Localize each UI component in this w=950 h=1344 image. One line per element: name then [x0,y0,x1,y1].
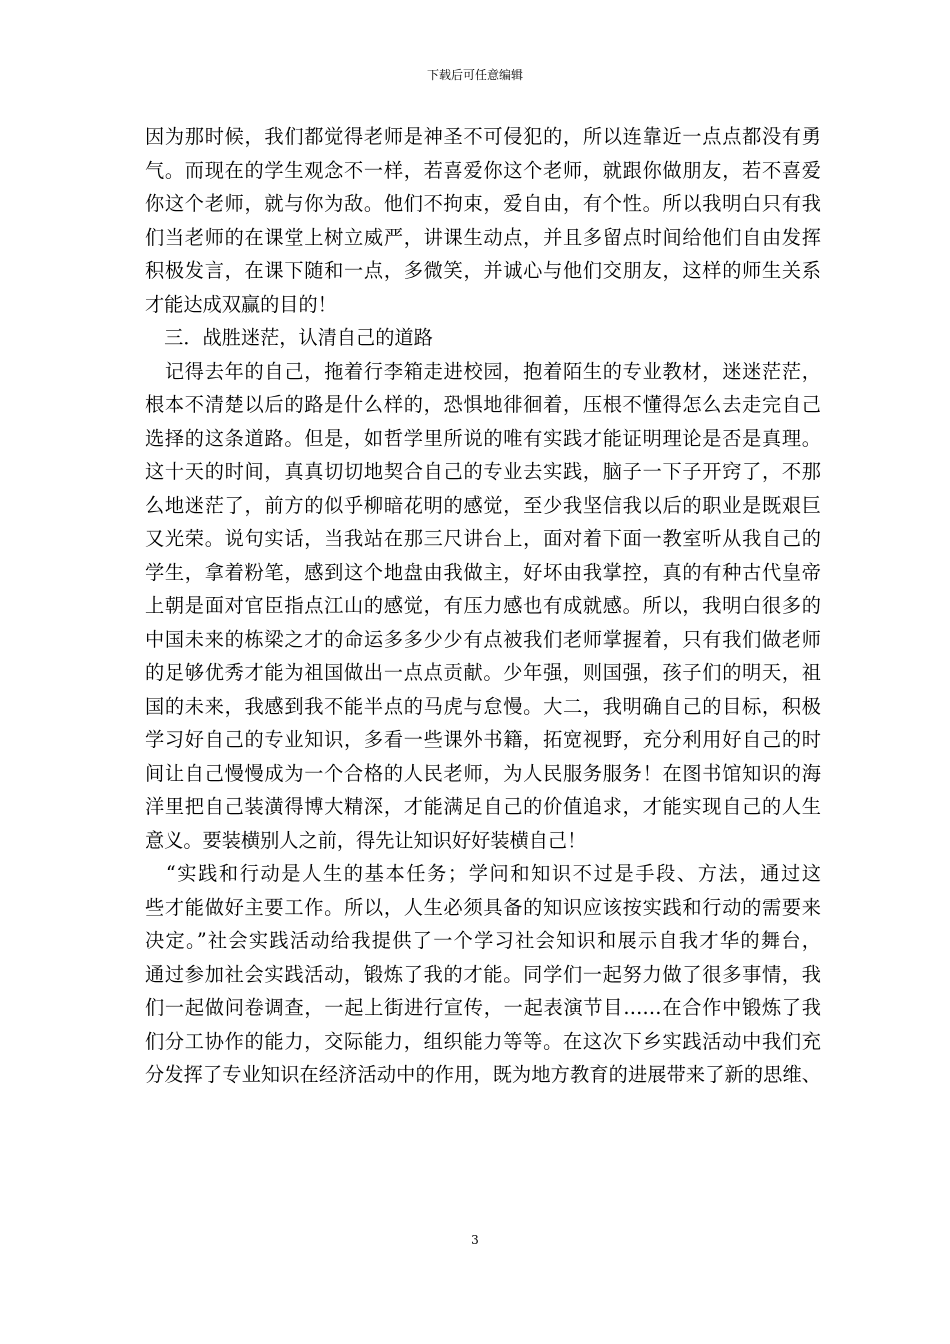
text-line: 根本不清楚以后的路是什么样的，恐惧地徘徊着，压根不懂得怎么去走完自己 [145,393,821,416]
text-line: 上朝是面对官臣指点江山的感觉，有压力感也有成就感。所以，我明白很多的 [145,594,821,617]
text-line: 国的未来，我感到我不能半点的马虎与怠慢。大二，我明确自己的目标，积极 [145,694,821,718]
text-line: 记得去年的自己，拖着行李箱走进校园，抱着陌生的专业教材，迷迷茫茫， [145,359,821,383]
text-line: 们分工协作的能力，交际能力，组织能力等等。在这次下乡实践活动中我们充 [145,1029,821,1053]
text-line: “实践和行动是人生的基本任务；学问和知识不过是手段、方法，通过这 [145,862,821,885]
text-line: 这十天的时间，真真切切地契合自己的专业去实践，脑子一下子开窍了，不那 [145,460,821,483]
document-body [145,120,821,1092]
text-line: 选择的这条道路。但是，如哲学里所说的唯有实践才能证明理论是否是真理。 [145,426,821,450]
text-line: 你这个老师，就与你为敌。他们不拘束，爱自由，有个性。所以我明白只有我 [145,192,821,215]
page-header: 下载后可任意编辑 [426,68,523,82]
text-line: 学习好自己的专业知识，多看一些课外书籍，拓宽视野，充分利用好自己的时 [145,728,821,751]
text-line: 积极发言，在课下随和一点，多微笑，并诚心与他们交朋友，这样的师生关系 [145,259,821,282]
text-line: 么地迷茫了，前方的似乎柳暗花明的感觉，至少我坚信我以后的职业是既艰巨 [145,493,821,517]
text-line: 分发挥了专业知识在经济活动中的作用，既为地方教育的进展带来了新的思维、 [145,1063,821,1086]
text-line: 气。而现在的学生观念不一样，若喜爱你这个老师，就跟你做朋友，若不喜爱 [145,158,821,182]
text-line: 因为那时候，我们都觉得老师是神圣不可侵犯的，所以连靠近一点点都没有勇 [145,125,821,148]
text-line: 三．战胜迷茫，认清自己的道路 [145,326,433,349]
text-line: 学生，拿着粉笔，感到这个地盘由我做主，好坏由我掌控，真的有种古代皇帝 [145,560,821,584]
text-line: 些才能做好主要工作。所以，人生必须具备的知识应该按实践和行动的需要来 [145,895,821,919]
text-line: 通过参加社会实践活动，锻炼了我的才能。同学们一起努力做了很多事情，我 [145,962,821,986]
text-line: 意义。要装横别人之前，得先让知识好好装横自己！ [145,828,587,852]
text-line: 又光荣。说句实话，当我站在那三尺讲台上，面对着下面一教室听从我自己的 [145,527,821,550]
text-line: 的足够优秀才能为祖国做出一点点贡献。少年强，则国强，孩子们的明天，祖 [145,661,821,684]
text-line: 才能达成双赢的目的！ [145,292,337,316]
text-line: 们一起做问卷调查，一起上街进行宣传，一起表演节目……在合作中锻炼了我 [145,996,821,1019]
text-line: 洋里把自己装潢得博大精深，才能满足自己的价值追求，才能实现自己的人生 [145,795,821,818]
page-number: 3 [471,1233,479,1247]
text-line: 们当老师的在课堂上树立威严，讲课生动点，并且多留点时间给他们自由发挥 [145,225,821,249]
text-line: 决定。”社会实践活动给我提供了一个学习社会知识和展示自我才华的舞台， [145,929,821,952]
text-line: 间让自己慢慢成为一个合格的人民老师，为人民服务服务！在图书馆知识的海 [145,761,821,785]
text-line: 中国未来的栋梁之才的命运多多少少有点被我们老师掌握着，只有我们做老师 [145,627,821,651]
